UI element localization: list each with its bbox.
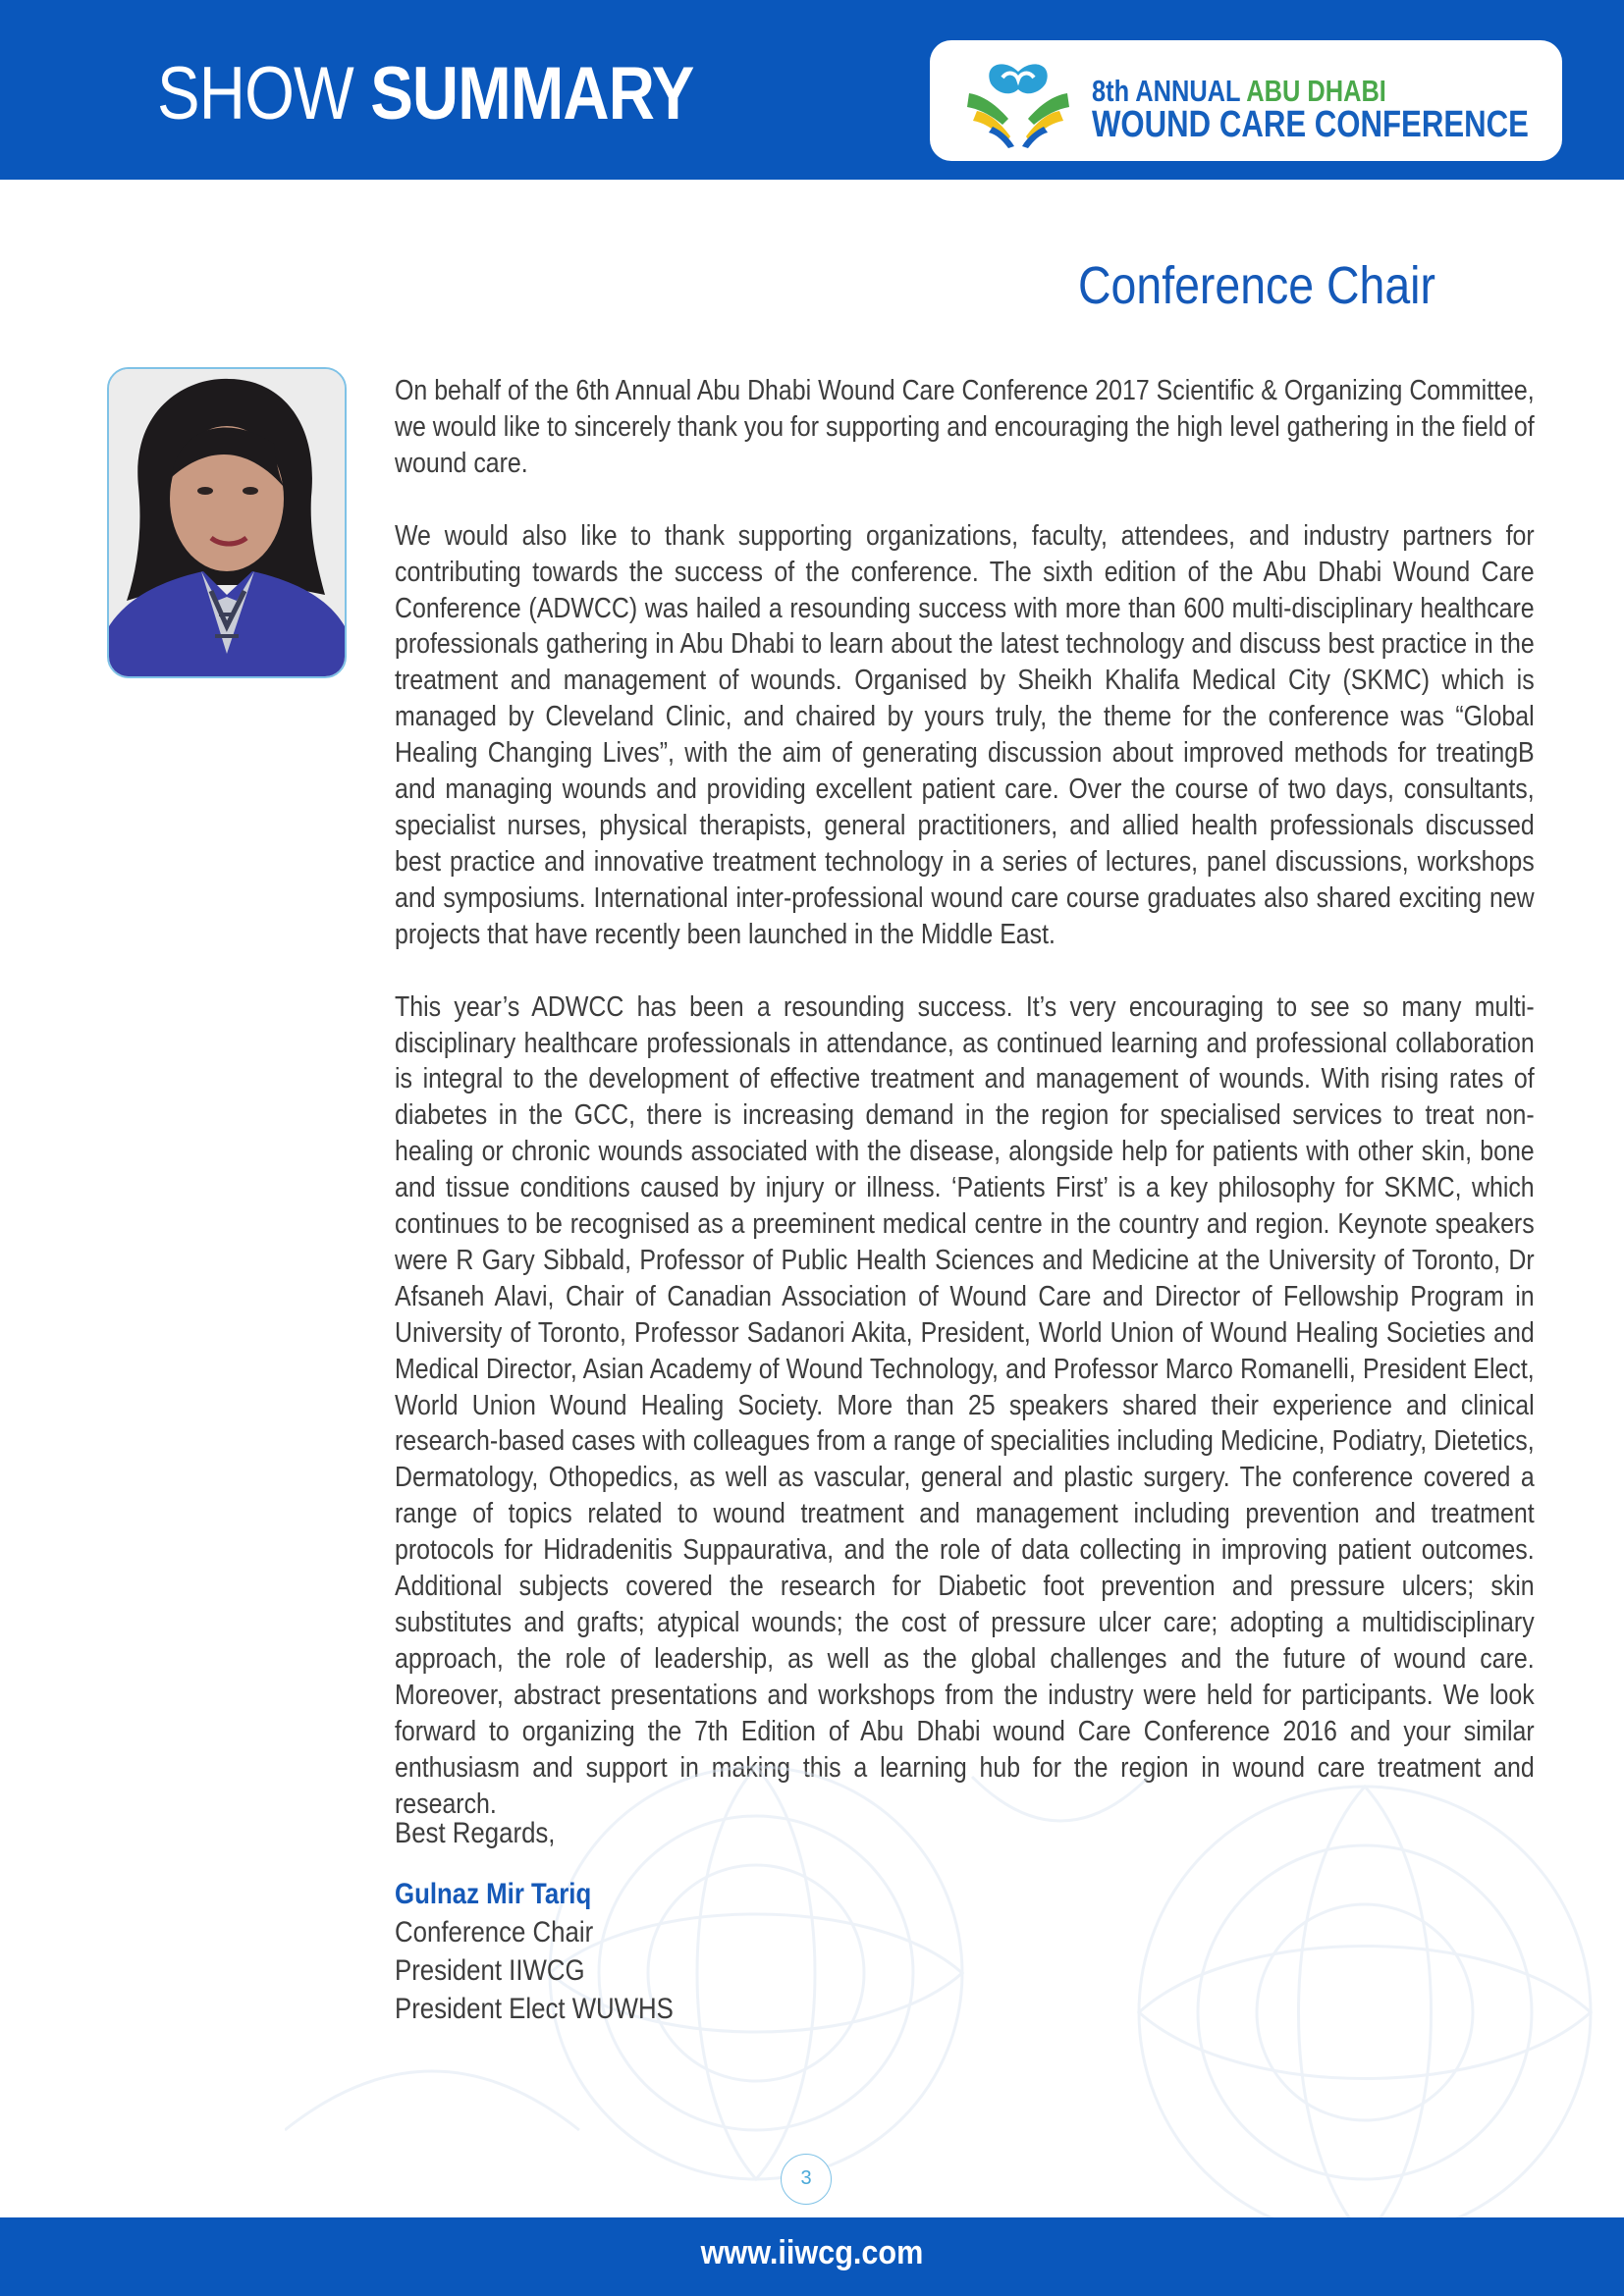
section-title: Conference Chair [1078, 256, 1435, 315]
header-banner [0, 0, 1624, 180]
page-heading [157, 52, 694, 135]
closing-regards: Best Regards, [395, 1817, 556, 1849]
signatory-title-2: President IIWCG [395, 1954, 585, 1987]
signatory-name: Gulnaz Mir Tariq [395, 1878, 592, 1910]
footer-website [0, 2234, 1624, 2272]
logo-edition: 8th ANNUAL [1092, 74, 1247, 108]
paragraph-2: We would also like to thank supporting organizations, faculty, attendees, and industry partners for contributing towards the success of the conference. The sixth edition of the Abu Dhabi Wound Care Conference (ADWCC) was hailed a resounding success with more than 600 multi-disciplinary healthcare professionals gathering in Abu Dhabi to learn about the latest technology and discuss best practice in the treatment and management of wounds. Organised by Sheikh Khalifa Medical City (SKMC) which is managed by Cleveland Clinic, and chaired by yours truly, the theme for the conference was “Global Healing Changing Lives”, with the aim of generating discussion about improved methods for treatingB and managing wounds and providing excellent patient care. Over the course of two days, consultants, specialist nurses, physical therapists, general practitioners, and allied health professionals discussed best practice and innovative treatment technology in a series of lectures, panel discussions, workshops and symposiums. International inter-professional wound care course graduates also shared exciting new projects that have recently been launched in the Middle East. [395, 519, 1535, 950]
paragraph-3: This year’s ADWCC has been a resounding success. It’s very encouraging to see so many multi-disciplinary healthcare professionals in attendance, as continued learning and professional collaboration is integral to the development of effective treatment and management of wounds. With rising rates of diabetes in the GCC, there is increasing demand in the region for specialised services to treat non-healing or chronic wounds associated with the disease, alongside help for patients with other skin, bone and tissue conditions caused by injury or illness. ‘Patients First’ is a key philosophy for SKMC, which continues to be recognised as a preeminent medical centre in the country and region. Keynote speakers were R Gary Sibbald, Professor of Public Health Sciences and Medicine at the University of Toronto, Dr Afsaneh Alavi, Chair of Canadian Association of Wound Care and Director of Fellowship Program in University of Toronto, Professor Sadanori Akita, President, World Union of Wound Healing Societies and Medical Director, Asian Academy of Wound Technology, and Professor Marco Romanelli, President Elect, World Union Wound Healing Society. More than 25 speakers shared their experience and clinical research-based cases with colleagues from a range of specialities including Medicine, Podiatry, Dietetics, Dermatology, Othopedics, as well as vascular, general and plastic surgery. The conference covered a range of topics related to wound treatment and management including prevention and treatment protocols for Hidradenitis Suppaurativa, and the role of data collecting in improving patient outcomes. Additional subjects covered the research for Diabetic foot prevention and pressure ulcers; skin substitutes and grafts; atypical wounds; the cost of pressure ulcer care; adopting a multidisciplinary approach, the role of leadership, as well as the global challenges and the future of wound care. Moreover, abstract presentations and workshops from the industry were held for participants. We look forward to organizing the 7th Edition of Abu Dhabi wound Care Conference 2016 and your similar enthusiasm and support in making this a learning hub for the region in wound care treatment and research. [395, 990, 1535, 1820]
paragraph-1: On behalf of the 6th Annual Abu Dhabi Wound Care Conference 2017 Scientific & Organizing Committee, we would like to sincerely thank you for supporting and encouraging the high level gathering in the field of wound care. [395, 375, 1535, 479]
conference-logo [930, 40, 1562, 161]
footer-url-text: www.iiwcg.com [700, 2234, 924, 2271]
hands-and-heart-logo-icon [963, 54, 1073, 148]
signatory-title-3: President Elect WUWHS [395, 1993, 674, 2025]
signatory-title-1: Conference Chair [395, 1916, 594, 1949]
logo-city: ABU DHABI [1246, 74, 1386, 108]
logo-conference-name: WOUND CARE CONFERENCE [1092, 104, 1529, 145]
heading-light: SHOW [157, 52, 371, 135]
logo-text [1092, 76, 1529, 143]
footer-banner [0, 2217, 1624, 2296]
portrait-image [109, 369, 345, 676]
heading-bold: SUMMARY [370, 52, 694, 135]
signature-block [395, 1875, 674, 2028]
page-number: 3 [781, 2154, 832, 2205]
letter-body [395, 373, 1535, 1822]
chair-portrait [107, 367, 347, 678]
